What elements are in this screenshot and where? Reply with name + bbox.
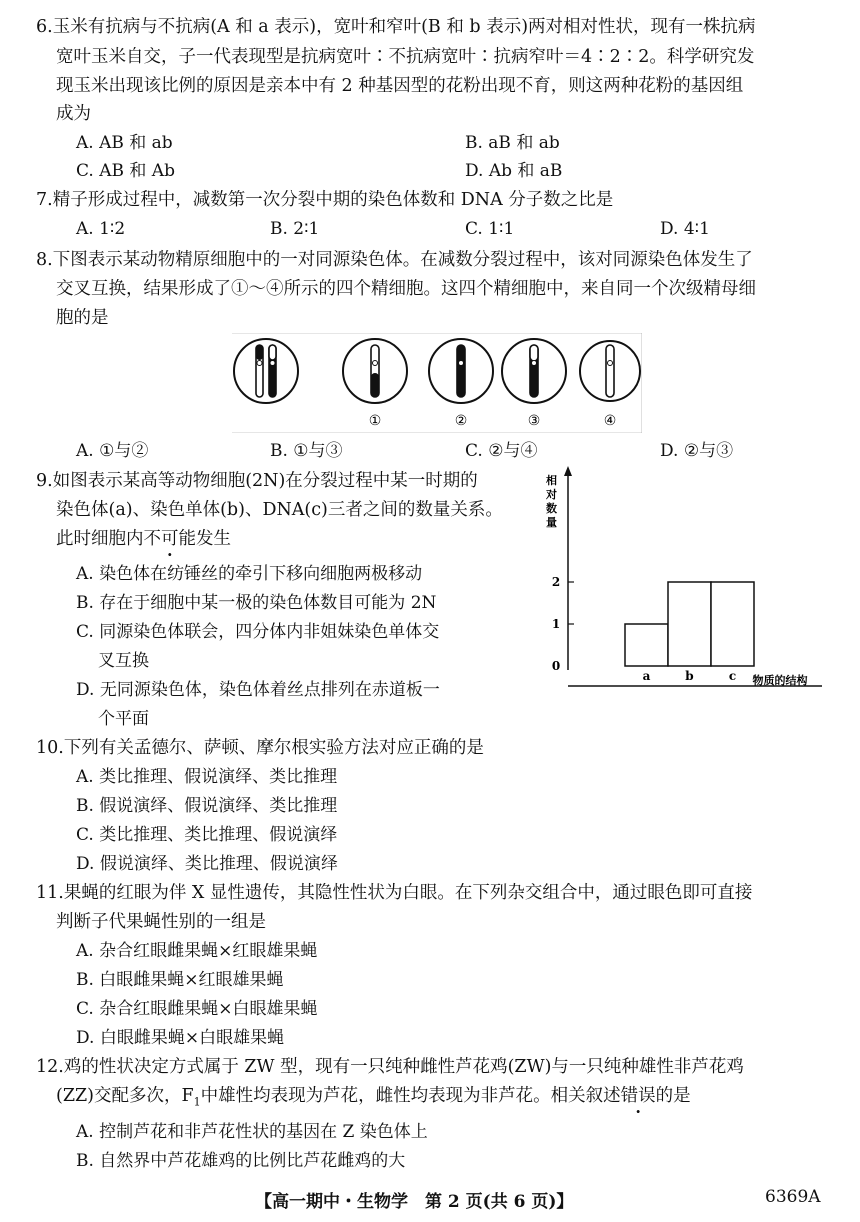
bar-b [668, 582, 711, 666]
q9-option-d-line2: 个平面 [98, 709, 149, 729]
q9-bar-chart [540, 462, 830, 692]
q9-stem-line1: 9.如图表示某高等动物细胞(2N)在分裂过程中某一时期的 [36, 471, 478, 491]
exam-code: 6369A [765, 1187, 821, 1207]
q9-option-d-line1: D. 无同源染色体，染色体着丝点排列在赤道板一 [76, 680, 440, 700]
fig-label-1: ① [368, 413, 382, 429]
q8-stem-line2: 交叉互换，结果形成了①～④所示的四个精细胞。这四个精细胞中，来自同一个次级精母细 [56, 279, 756, 299]
q6-option-b: B. aB 和 ab [465, 133, 560, 153]
q10-option-b: B. 假说演绎、假说演绎、类比推理 [76, 796, 338, 816]
q6-stem-line4: 成为 [56, 104, 91, 124]
sperm-cell-2 [429, 339, 493, 403]
q12-subscript: 1 [193, 1095, 201, 1109]
sperm-cell-4 [580, 341, 640, 401]
q7-stem: 7.精子形成过程中，减数第一次分裂中期的染色体数和 DNA 分子数之比是 [36, 190, 614, 210]
q11-option-d: D. 白眼雌果蝇×白眼雄果蝇 [76, 1028, 285, 1048]
q11-stem-line1: 11.果蝇的红眼为伴 X 显性遗传，其隐性性状为白眼。在下列杂交组合中，通过眼色即可直接 [36, 883, 753, 903]
q12-stem-post: 的是 [655, 1086, 691, 1106]
q8-stem-line3: 胞的是 [56, 308, 109, 328]
q12-stem-mid: 中雄性均表现为芦花，雌性均表现为非芦花。相关叙述 [200, 1086, 621, 1106]
y-axis-label-1: 相 [546, 474, 557, 487]
q7-option-d: D. 4∶1 [660, 219, 710, 239]
q8-option-c: C. ②与④ [465, 441, 538, 461]
q9-stem-line3 [56, 526, 231, 552]
q11-option-a: A. 杂合红眼雌果蝇×红眼雄果蝇 [76, 941, 318, 961]
bar-a [625, 624, 668, 666]
y-axis-label-3: 数 [546, 502, 557, 515]
q9-stem-pre: 此时细胞内 [56, 529, 144, 549]
q7-option-b: B. 2∶1 [270, 219, 320, 239]
y-tick-label: 1 [551, 617, 561, 631]
parent-cell-circle [234, 339, 298, 403]
page-footer: 【高一期中・生物学 第 2 页(共 6 页)】 [255, 1192, 574, 1212]
q10-option-c: C. 类比推理、类比推理、假说演绎 [76, 825, 338, 845]
q6-option-c: C. AB 和 Ab [76, 161, 175, 181]
q6-stem-line1: 6.玉米有抗病与不抗病(A 和 a 表示)，宽叶和窄叶(B 和 b 表示)两对相对性状，现有一株抗病 [36, 17, 756, 37]
q9-option-b: B. 存在于细胞中某一极的染色体数目可能为 2N [76, 593, 437, 613]
sperm-cell-1 [343, 339, 407, 403]
q8-option-d: D. ②与③ [660, 441, 734, 461]
q9-option-c-line2: 叉互换 [98, 651, 149, 671]
fig-label-2: ② [454, 413, 468, 429]
q11-stem-line2: 判断子代果蝇性别的一组是 [56, 912, 266, 932]
chromosome-figure [232, 333, 642, 433]
q10-stem: 10.下列有关孟德尔、萨顿、摩尔根实验方法对应正确的是 [36, 738, 484, 758]
q9-option-a: A. 染色体在纺锤丝的牵引下移向细胞两极移动 [76, 564, 423, 584]
y-axis-arrow [564, 466, 572, 476]
q6-stem-line2: 宽叶玉米自交，子一代表现型是抗病宽叶∶不抗病宽叶∶抗病窄叶＝4∶2∶2。科学研究发 [56, 47, 755, 67]
q12-stem-line2 [56, 1083, 691, 1116]
q8-stem-line1: 8.下图表示某动物精原细胞中的一对同源染色体。在减数分裂过程中，该对同源染色体发生了 [36, 250, 753, 270]
y-axis-label-2: 对 [546, 488, 557, 501]
q8-option-a: A. ①与② [76, 441, 149, 461]
q12-stem-pre: (ZZ)交配多次，F [56, 1086, 194, 1106]
q9-option-c-line1: C. 同源染色体联会，四分体内非姐妹染色单体交 [76, 622, 440, 642]
x-tick-label: c [728, 669, 737, 683]
q9-stem-emphasis: 不可能 [143, 529, 196, 549]
q6-stem-line3: 现玉米出现该比例的原因是亲本中有 2 种基因型的花粉出现不育，则这两种花粉的基因组 [56, 76, 744, 96]
q6-option-d: D. Ab 和 aB [465, 161, 563, 181]
q11-option-c: C. 杂合红眼雌果蝇×白眼雄果蝇 [76, 999, 318, 1019]
q10-option-d: D. 假说演绎、类比推理、假说演绎 [76, 854, 338, 874]
sperm-cell-3 [502, 339, 566, 403]
q7-option-c: C. 1∶1 [465, 219, 515, 239]
fig-label-4: ④ [603, 413, 617, 429]
q10-option-a: A. 类比推理、假说演绎、类比推理 [76, 767, 338, 787]
fig-label-3: ③ [527, 413, 541, 429]
x-axis-label: 物质的结构 [752, 674, 808, 687]
x-tick-label: a [642, 669, 651, 683]
q8-option-b: B. ①与③ [270, 441, 343, 461]
q12-option-b: B. 自然界中芦花雄鸡的比例比芦花雌鸡的大 [76, 1151, 406, 1171]
q12-stem-line1: 12.鸡的性状决定方式属于 ZW 型，现有一只纯种雌性芦花鸡(ZW)与一只纯种雄性非芦花鸡 [36, 1057, 744, 1077]
q11-option-b: B. 白眼雌果蝇×红眼雄果蝇 [76, 970, 284, 990]
q12-stem-emphasis: 错误 [620, 1086, 656, 1106]
q9-stem-post: 发生 [196, 529, 231, 549]
q12-option-a: A. 控制芦花和非芦花性状的基因在 Z 染色体上 [76, 1122, 428, 1142]
q6-option-a: A. AB 和 ab [76, 133, 173, 153]
y-tick-label: 0 [551, 659, 561, 673]
q9-stem-line2: 染色体(a)、染色单体(b)、DNA(c)三者之间的数量关系。 [56, 500, 503, 520]
bar-c [711, 582, 754, 666]
y-axis-label-4: 量 [546, 516, 557, 529]
y-tick-label: 2 [551, 575, 561, 589]
q7-option-a: A. 1∶2 [76, 219, 126, 239]
x-tick-label: b [685, 669, 694, 683]
